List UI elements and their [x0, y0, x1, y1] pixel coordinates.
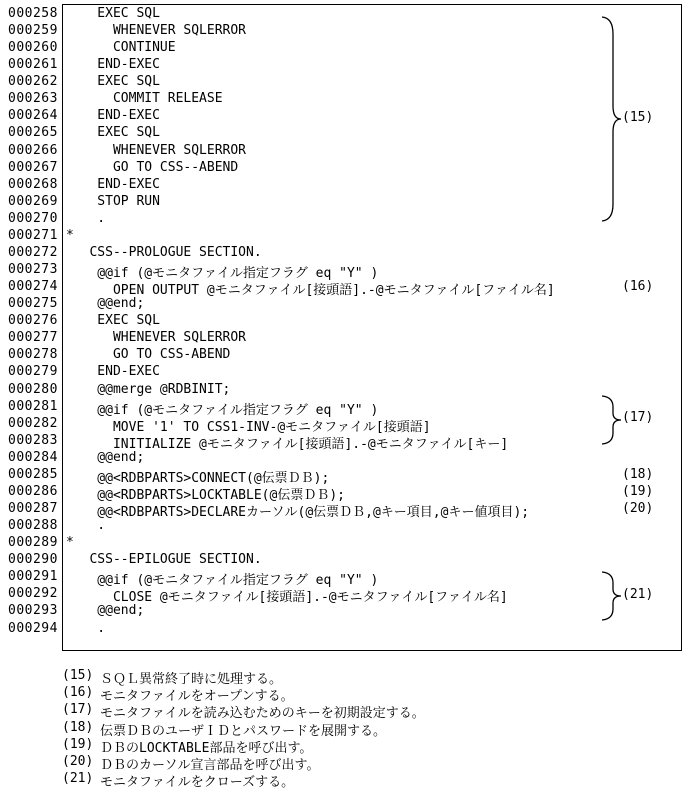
code-line: [0, 91, 688, 108]
line-number: 000276: [8, 313, 58, 329]
code-line: [0, 228, 688, 245]
code-line: [0, 347, 688, 364]
code-text: @@end;: [66, 603, 145, 619]
code-text: CONTINUE: [66, 40, 176, 56]
code-text: *: [66, 535, 74, 551]
code-line: [0, 416, 688, 433]
code-text: GO TO CSS--ABEND: [66, 159, 239, 175]
code-line: [0, 160, 688, 177]
line-number: 000269: [8, 193, 58, 209]
code-text: @@if (@モニタファイル指定フラグ eq "Y" ): [66, 573, 379, 589]
code-text: INITIALIZE @モニタファイル[接頭語].-@モニタファイル[キー]: [66, 436, 509, 452]
code-line: [0, 279, 688, 299]
code-line: [0, 501, 688, 521]
code-text: END-EXEC: [66, 57, 160, 73]
code-line: [0, 586, 688, 606]
code-line: [0, 6, 688, 23]
code-text: *: [66, 227, 74, 243]
code-text: @@if (@モニタファイル指定フラグ eq "Y" ): [66, 266, 379, 282]
code-line: [0, 296, 688, 313]
line-number: 000268: [8, 176, 58, 192]
annotation-ref: (19): [622, 483, 654, 499]
code-text: @@end;: [66, 296, 145, 312]
footnote: [0, 754, 688, 771]
code-text: @@merge @RDBINIT;: [66, 381, 231, 397]
code-text: @@<RDBPARTS>DECLAREカーソル(@伝票ＤＢ,@キー項目,@キー値項目);: [66, 505, 530, 521]
line-number: 000272: [8, 244, 58, 260]
code-line: [0, 23, 688, 40]
code-line: [0, 569, 688, 589]
code-line: [0, 535, 688, 552]
code-line: [0, 450, 688, 467]
code-text: OPEN OUTPUT @モニタファイル[接頭語].-@モニタファイル[ファイル名]: [66, 283, 555, 299]
footnote-text: モニタファイルをクローズする。: [100, 775, 295, 791]
line-number: 000292: [8, 586, 58, 602]
annotation-ref: (20): [622, 501, 654, 517]
line-number: 000263: [8, 91, 58, 107]
code-line: [0, 194, 688, 211]
footnote-text: ＳＱＬ異常終了時に処理する。: [100, 672, 283, 687]
code-line: [0, 211, 688, 228]
code-text: STOP RUN: [66, 193, 160, 209]
code-text: @@<RDBPARTS>LOCKTABLE(@伝票ＤＢ);: [66, 487, 345, 503]
code-text: END-EXEC: [66, 176, 160, 192]
code-text: END-EXEC: [66, 364, 160, 380]
footnote-text: ＤＢのカーソル宣言部品を呼び出す。: [100, 758, 320, 773]
code-line: [0, 484, 688, 501]
footnote-number: (18): [62, 719, 94, 735]
code-line: [0, 552, 688, 569]
line-number: 000271: [8, 227, 58, 243]
brace-21-icon: [598, 570, 624, 622]
code-text: CSS--PROLOGUE SECTION.: [66, 244, 262, 260]
code-text: WHENEVER SQLERROR: [66, 23, 247, 39]
code-text: COMMIT RELEASE: [66, 91, 223, 107]
code-line: [0, 603, 688, 620]
code-text: WHENEVER SQLERROR: [66, 330, 247, 346]
footnote: [0, 737, 688, 754]
code-line: [0, 313, 688, 330]
code-line: [0, 364, 688, 381]
line-number: 000264: [8, 108, 58, 124]
code-text: .: [66, 210, 106, 226]
code-line: [0, 382, 688, 399]
footnote-number: (16): [62, 685, 94, 701]
footnote: [0, 771, 688, 791]
code-line: [0, 330, 688, 347]
line-number: 000285: [8, 466, 58, 482]
line-number: 000258: [8, 6, 58, 21]
line-number: 000274: [8, 279, 58, 295]
footnote-number: (19): [62, 736, 94, 752]
line-number: 000265: [8, 125, 58, 141]
code-line: [0, 125, 688, 142]
code-text: END-EXEC: [66, 108, 160, 124]
code-text: CSS--EPILOGUE SECTION.: [66, 552, 262, 568]
line-number: 000262: [8, 74, 58, 90]
footnote-number: (20): [62, 754, 94, 769]
annotation-ref-17: (17): [622, 410, 654, 425]
code-text: @@end;: [66, 449, 145, 465]
line-number: 000282: [8, 415, 58, 431]
code-text: EXEC SQL: [66, 6, 160, 21]
line-number: 000259: [8, 23, 58, 39]
footnote: [0, 685, 688, 705]
code-line: [0, 57, 688, 74]
line-number: 000289: [8, 535, 58, 551]
line-number: 000293: [8, 603, 58, 619]
code-text: GO TO CSS-ABEND: [66, 347, 231, 363]
line-number: 000287: [8, 501, 58, 517]
code-line: [0, 143, 688, 160]
line-number: 000280: [8, 381, 58, 397]
code-line: [0, 245, 688, 262]
line-number: 000277: [8, 330, 58, 346]
footnote-text: 伝票ＤＢのユーザＩＤとパスワードを展開する。: [100, 723, 387, 739]
brace-17-icon: [598, 394, 624, 446]
code-line: [0, 621, 688, 638]
code-line: [0, 399, 688, 416]
code-text: .: [66, 620, 106, 636]
footnotes: [0, 668, 688, 798]
annotation-ref: (16): [622, 279, 654, 295]
code-line: [0, 433, 688, 450]
footnote-number: (15): [62, 668, 94, 683]
footnote-text: モニタファイルを読み込むためのキーを初期設定する。: [100, 706, 425, 722]
line-number: 000266: [8, 142, 58, 158]
footnote: [0, 702, 688, 722]
code-line: [0, 108, 688, 125]
annotation-ref-21: (21): [622, 587, 654, 602]
code-text: MOVE '1' TO CSS1-INV-@モニタファイル[接頭語]: [66, 419, 431, 435]
line-number: 000273: [8, 262, 58, 278]
footnote: [0, 668, 688, 685]
line-number: 000286: [8, 483, 58, 499]
line-number: 000283: [8, 432, 58, 448]
code-text: CLOSE @モニタファイル[接頭語].-@モニタファイル[ファイル名]: [66, 590, 508, 606]
line-number: 000284: [8, 449, 58, 465]
line-number: 000291: [8, 569, 58, 585]
line-number: 000290: [8, 552, 58, 568]
code-text: EXEC SQL: [66, 313, 160, 329]
code-text: WHENEVER SQLERROR: [66, 142, 247, 158]
line-number: 000275: [8, 296, 58, 312]
line-number: 000267: [8, 159, 58, 175]
code-line: [0, 40, 688, 57]
footnote-number: (21): [62, 771, 94, 787]
code-text: @@if (@モニタファイル指定フラグ eq "Y" ): [66, 402, 379, 418]
line-number: 000260: [8, 40, 58, 56]
footnote-number: (17): [62, 702, 94, 718]
annotation-ref-15: (15): [622, 110, 654, 125]
code-line: [0, 518, 688, 535]
footnote-text: ＤＢのLOCKTABLE部品を呼び出す。: [100, 740, 313, 756]
annotation-ref: (18): [622, 466, 654, 482]
line-number: 000261: [8, 57, 58, 73]
footnote-text: モニタファイルをオープンする。: [100, 689, 294, 705]
line-number: 000288: [8, 518, 58, 534]
line-number: 000278: [8, 347, 58, 363]
code-line: [0, 262, 688, 282]
code-line: [0, 74, 688, 91]
code-text: EXEC SQL: [66, 125, 160, 141]
code-line: [0, 467, 688, 484]
line-number: 000279: [8, 364, 58, 380]
brace-15-icon: [598, 14, 624, 224]
line-number: 000281: [8, 398, 58, 414]
line-number: 000294: [8, 620, 58, 636]
line-number: 000270: [8, 210, 58, 226]
footnote: [0, 720, 688, 737]
code-text: .: [66, 518, 106, 534]
code-line: [0, 177, 688, 194]
code-text: @@<RDBPARTS>CONNECT(@伝票ＤＢ);: [66, 470, 330, 486]
code-text: EXEC SQL: [66, 74, 160, 90]
